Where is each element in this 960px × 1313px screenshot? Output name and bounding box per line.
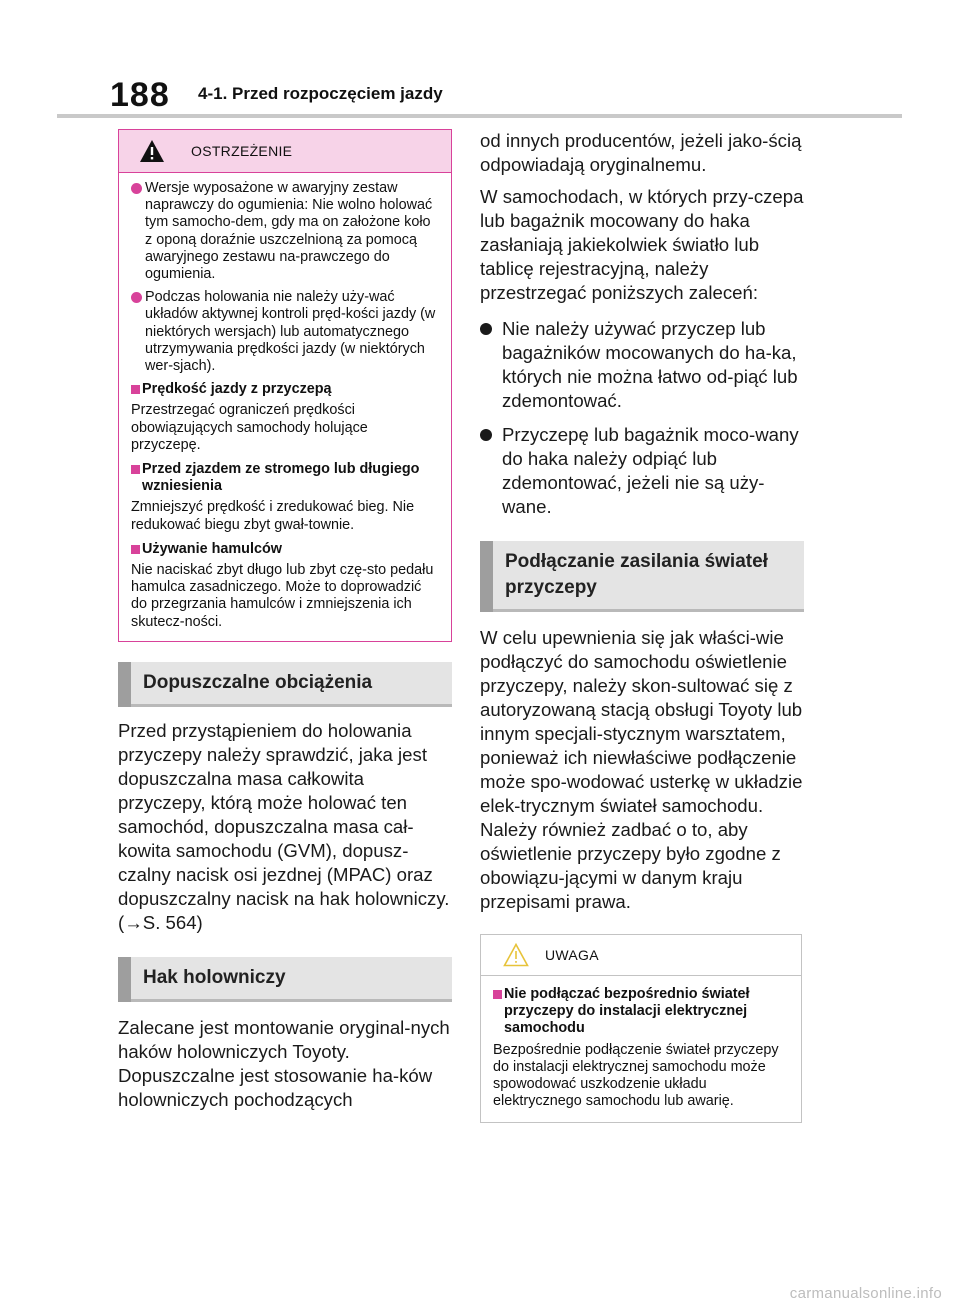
warning-label: OSTRZEŻENIE: [191, 143, 293, 159]
caution-paragraph: Bezpośrednie podłączenie świateł przyczepy do instalacji elektrycznej samochodu może spowodować uszkodzenie układu elektrycznego samochodu lub awarię.: [493, 1041, 779, 1110]
page-number: 188: [110, 76, 170, 114]
left-column: [118, 129, 452, 1120]
caution-label: UWAGA: [545, 947, 599, 963]
section-hitch-paragraph: Zalecane jest montowanie oryginal-nych haków holowniczych Toyoty. Dopuszczalne jest stosowanie ha-ków holowniczych pochodzących: [118, 1016, 450, 1110]
warning-subheading: [131, 381, 439, 398]
warning-box: [118, 129, 452, 642]
section-hitch-paragraph: od innych producentów, jeżeli jako-ścią odpowiadają oryginalnemu.: [480, 130, 802, 175]
caution-box: [480, 934, 802, 1123]
square-bullet-icon: [131, 385, 140, 394]
section-heading-load: Dopuszczalne obciążenia: [118, 662, 452, 707]
warning-subheading: [131, 541, 439, 558]
section-hitch-paragraph: W samochodach, w których przy-czepa lub bagażnik mocowany do haka zasłaniają jakiekolwiek światło lub tablicę rejestracyjną, należy przestrzegać poniższych zaleceń:: [480, 186, 804, 303]
section-lights-body: [480, 626, 804, 914]
warning-bullet-text: Wersje wyposażone w awaryjny zestaw naprawczy do ogumienia: Nie wolno holować tym samocho-dem, gdy ma on założone koło z oponą doraźnie uszczelnioną za pomocą awaryjnego zestawu na-prawczego do ogumienia.: [145, 180, 433, 283]
section-load-body: [118, 719, 452, 935]
watermark-text: carmanualsonline.info: [789, 1285, 942, 1302]
warning-subheading-text: Przed zjazdem ze stromego lub długiego wzniesienia: [142, 461, 420, 495]
warning-paragraph: Nie naciskać zbyt długo lub zbyt czę-sto pedału hamulca zasadniczego. Może to doprowadzić do przegrzania hamulców i zmniejszenia ich skutecz-ności.: [131, 562, 434, 630]
bullet-dot-icon: [480, 429, 492, 441]
warning-icon: [139, 139, 165, 163]
section-heading-lights: Podłączanie zasilania świateł przyczepy: [480, 541, 804, 612]
bullet-dot-icon: [131, 292, 142, 303]
square-bullet-icon: [131, 465, 140, 474]
caution-subheading-text: Nie podłączać bezpośrednio świateł przyczepy do instalacji elektrycznej samochodu: [504, 986, 750, 1037]
caution-header: [481, 935, 801, 976]
list-item-text: Nie należy używać przyczep lub bagażników mocowanych do ha-ka, których nie można łatwo od-piąć lub zdemontować.: [502, 318, 798, 411]
warning-bullet: [131, 180, 439, 283]
list-item: [480, 423, 804, 519]
caution-body: [481, 976, 801, 1122]
list-item-text: Przyczepę lub bagażnik moco-wany do haka należy odpiąć lub zdemontować, jeżeli nie są uży-wane.: [502, 424, 799, 517]
square-bullet-icon: [493, 990, 502, 999]
warning-bullet-text: Podczas holowania nie należy uży-wać układów aktywnej kontroli pręd-kości jazdy (w niektórych wersjach) lub automatycznego utrzymywania prędkości jazdy (w niektórych wer-sjach).: [145, 289, 436, 375]
section-hitch-continued: [480, 129, 804, 305]
right-column: [480, 129, 804, 1123]
list-item: [480, 317, 804, 413]
bullet-dot-icon: [480, 323, 492, 335]
caution-subheading: [493, 986, 789, 1038]
square-bullet-icon: [131, 545, 140, 554]
warning-subheading-text: Prędkość jazdy z przyczepą: [142, 381, 332, 398]
section-load-paragraph: Przed przystąpieniem do holowania przyczepy należy sprawdzić, jaka jest dopuszczalna masa całkowita przyczepy, którą może holować ten samochód, dopuszczalna masa cał-kowita samochodu (GVM), dopusz-czalny nacisk osi jezdnej (MPAC) oraz dopuszczalny nacisk na hak holowniczy. (→S. 564): [118, 719, 450, 933]
warning-body: [119, 173, 451, 641]
bullet-dot-icon: [131, 183, 142, 194]
warning-subheading: [131, 461, 439, 495]
chapter-title: 4-1. Przed rozpoczęciem jazdy: [198, 84, 443, 103]
section-lights-paragraph: W celu upewnienia się jak właści-wie podłączyć do samochodu oświetlenie przyczepy, należy skon-sultować się z autoryzowaną stacją obsługi Toyoty lub innym specjali-stycznym warsztatem, ponieważ ich niewłaściwe podłączenie może spo-wodować usterkę w układzie elek-trycznym świateł samochodu. Należy również zadbać o to, aby oświetlenie przyczepy było zgodne z obowiązu-jącymi w danym kraju przepisami prawa.: [480, 627, 803, 912]
page-header: [0, 0, 960, 120]
section-heading-hitch: Hak holowniczy: [118, 957, 452, 1002]
warning-paragraph: Zmniejszyć prędkość i zredukować bieg. Nie redukować biegu zbyt gwał-townie.: [131, 499, 415, 533]
caution-icon: [503, 943, 529, 967]
warning-subheading-text: Używanie hamulców: [142, 540, 282, 557]
hitch-bullet-list: [480, 317, 804, 519]
section-hitch-body: [118, 1016, 452, 1112]
warning-header: [119, 130, 451, 173]
warning-paragraph: Przestrzegać ograniczeń prędkości obowiązujących samochody holujące przyczepę.: [131, 402, 368, 453]
warning-bullet: [131, 289, 439, 375]
header-rule: [57, 114, 902, 118]
